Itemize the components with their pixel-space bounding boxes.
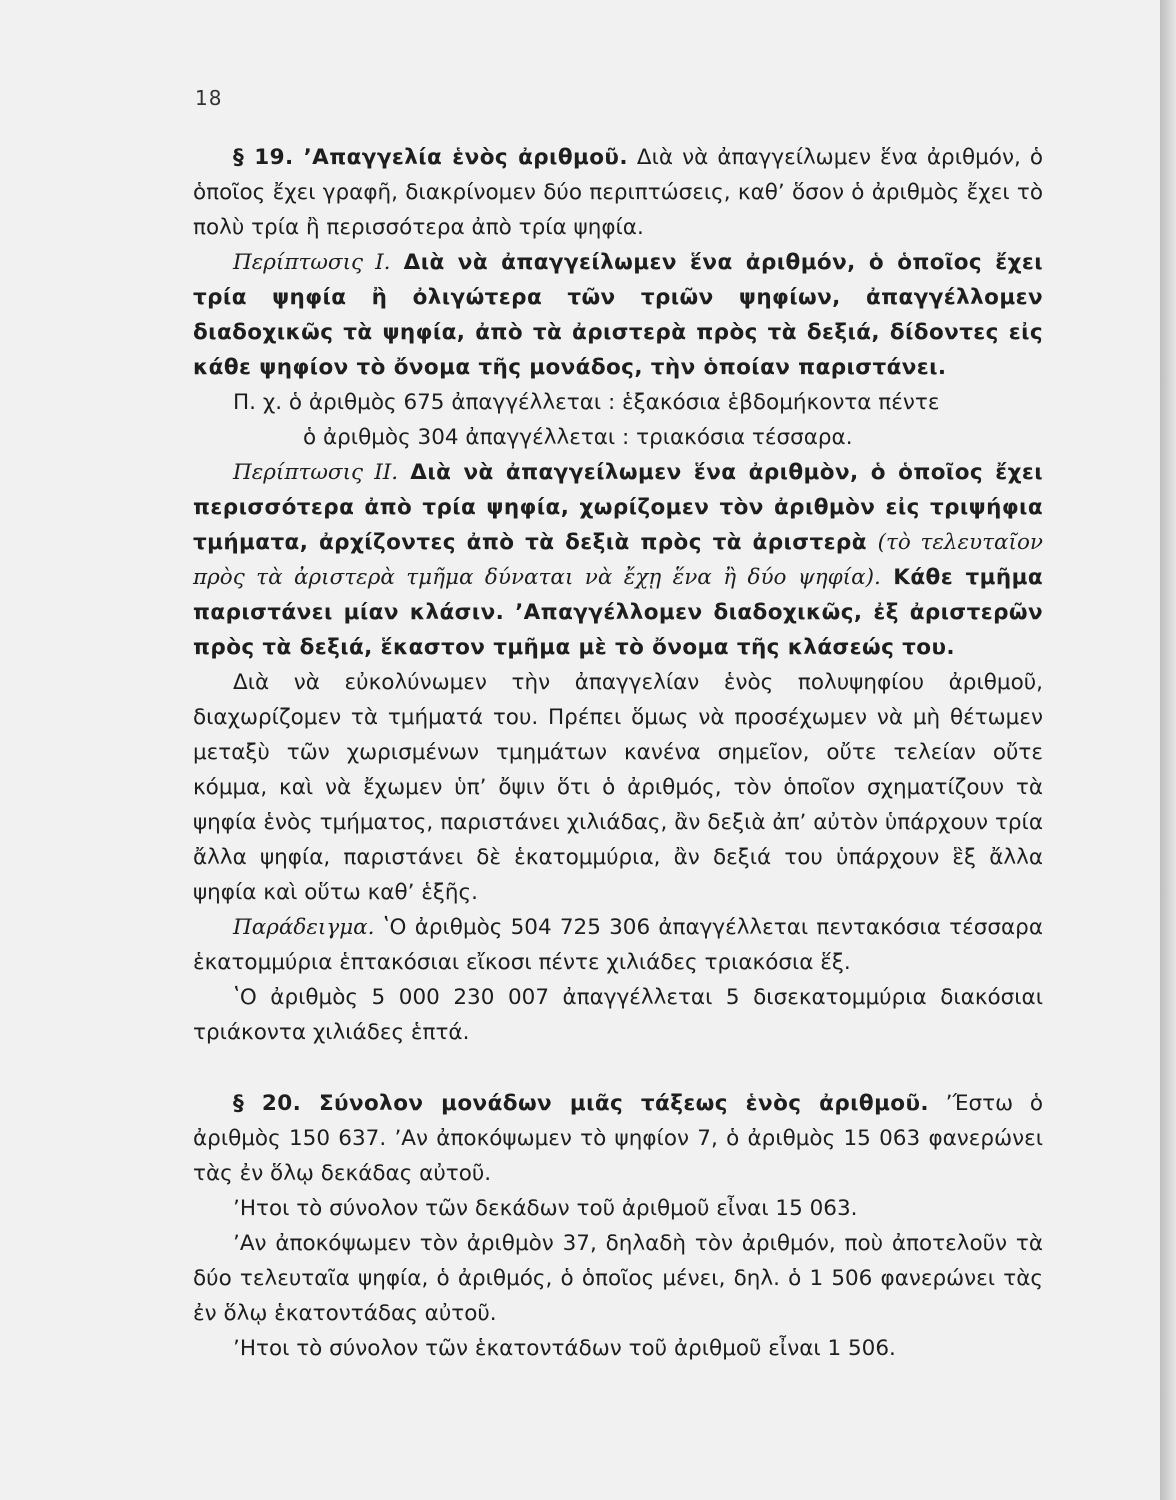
sec20-intro: § 20. Σύνολον μονάδων μιᾶς τάξεως ἑνὸς ἀριθμοῦ. ʼΈστω ὁ ἀριθμὸς 150 637. ʼΑν ἀποκόψωμεν τὸ ψηφίον 7, ὁ ἀριθμὸς 15 063 φανερώνει τὰς ἐν ὅλῳ δεκάδας αὐτοῦ. <box>193 1091 1043 1186</box>
example-label: Παράδειγμα. <box>233 915 375 940</box>
case1-rule: Διὰ νὰ ἀπαγγείλωμεν ἕνα ἀριθμόν, ὁ ὁποῖος ἔχει τρία ψηφία ἢ ὀλιγώτερα τῶν τριῶν ψηφίων, ἀπαγγέλλομεν διαδοχικῶς τὰ ψηφία, ἀπὸ τὰ ἀριστερὰ πρὸς τὰ δεξιά, δίδοντες εἰς κάθε ψηφίον τὸ ὄνομα τῆς μονάδος, τὴν ὁποίαν παριστάνει. <box>193 250 1043 380</box>
case2-rule-1: Διὰ νὰ ἀπαγγείλωμεν ἕνα ἀριθμὸν, ὁ ὁποῖος ἔχει περισσότερα ἀπὸ τρία ψηφία, χωρίζομεν τὸν ἀριθμὸν εἰς τριψήφια τμήματα, ἀρχίζοντες ἀπὸ τὰ δεξιὰ πρὸς τὰ ἀριστερὰ <box>193 460 1044 555</box>
example-paragraph-2: ʽΟ ἀριθμὸς 5 000 230 007 ἀπαγγέλλεται 5 δισεκατομμύρια διακόσιαι τριάκοντα χιλιάδες ἑπτά. <box>193 985 1043 1045</box>
example-paragraph: Παράδειγμα. ʽΟ ἀριθμὸς 504 725 306 ἀπαγγέλλεται πεντακόσια τέσσαρα ἑκατομμύρια ἑπτακόσιαι εἴκοσι πέντε χιλιάδες τριακόσια ἕξ. <box>193 915 1043 975</box>
case2 <box>193 455 1043 665</box>
case2-note: (τὸ τελευταῖον πρὸς τὰ ἀριστερὰ τμῆμα δύναται νὰ ἔχῃ ἕνα ἢ δύο ψηφία). <box>193 530 1043 590</box>
sec19-intro: § 19. ʼΑπαγγελία ἑνὸς ἀριθμοῦ. Διὰ νὰ ἀπαγγείλωμεν ἕνα ἀριθμόν, ὁ ὁποῖος ἔχει γραφῆ, διακρίνομεν δύο περιπτώσεις, καθʼ ὅσον ὁ ἀριθμὸς ἔχει τὸ πολὺ τρία ἢ περισσότερα ἀπὸ τρία ψηφία. <box>193 145 1043 240</box>
sec20-p3: ʼΑν ἀποκόψωμεν τὸν ἀριθμὸν 37, δηλαδὴ τὸν ἀριθμόν, ποὺ ἀποτελοῦν τὰ δύο τελευταῖα ψηφία, ὁ ἀριθμός, ὁ ὁποῖος μένει, δηλ. ὁ 1 506 φανερώνει τὰς ἐν ὅλῳ ἑκατοντάδας αὐτοῦ. <box>193 1231 1043 1326</box>
case2-label: Περίπτωσις ΙΙ. <box>233 460 399 485</box>
case2-rule-2: Κάθε τμῆμα παριστάνει μίαν κλάσιν. ʼΑπαγγέλλομεν διαδοχικῶς, ἐξ ἀριστερῶν πρὸς τὰ δεξιά, ἕκαστον τμῆμα μὲ τὸ ὄνομα τῆς κλάσεώς του. <box>193 565 1043 660</box>
page-number: 18 <box>195 86 223 110</box>
page-edge-shadow <box>1160 0 1176 1500</box>
sec19-heading: § 19. ʼΑπαγγελία ἑνὸς ἀριθμοῦ. <box>233 145 628 170</box>
example1-b: ὁ ἀριθμὸς 304 ἀπαγγέλλεται : τριακόσια τέσσαρα. <box>303 425 853 450</box>
section-gap <box>193 1050 1043 1086</box>
example1-a: Π. χ. ὁ ἀριθμὸς 675 ἀπαγγέλλεται : ἑξακόσια ἑβδομήκοντα πέντε <box>233 390 940 415</box>
page-body <box>193 140 1043 1366</box>
ease-paragraph: Διὰ νὰ εὐκολύνωμεν τὴν ἀπαγγελίαν ἑνὸς πολυψηφίου ἀριθμοῦ, διαχωρίζομεν τὰ τμήματά του. Πρέπει ὅμως νὰ προσέχωμεν νὰ μὴ θέτωμεν μεταξὺ τῶν χωρισμένων τμημάτων κανένα σημεῖον, οὔτε τελείαν οὔτε κόμμα, καὶ νὰ ἔχωμεν ὑπʼ ὄψιν ὅτι ὁ ἀριθμός, τὸν ὁποῖον σχηματίζουν τὰ ψηφία ἑνὸς τμήματος, παριστάνει χιλιάδας, ἂν δεξιὰ ἀπʼ αὐτὸν ὑπάρχουν τρία ἄλλα ψηφία, παριστάνει δὲ ἑκατομμύρια, ἂν δεξιά του ὑπάρχουν ἓξ ἄλλα ψηφία καὶ οὕτω καθʼ ἑξῆς. <box>193 670 1043 905</box>
sec20-p2: ʼΗτοι τὸ σύνολον τῶν δεκάδων τοῦ ἀριθμοῦ εἶναι 15 063. <box>233 1196 858 1221</box>
case1-label: Περίπτωσις Ι. <box>233 250 391 275</box>
case1 <box>193 245 1043 385</box>
sec20-heading: § 20. Σύνολον μονάδων μιᾶς τάξεως ἑνὸς ἀριθμοῦ. <box>233 1091 929 1116</box>
sec20-p4: ʼΗτοι τὸ σύνολον τῶν ἑκατοντάδων τοῦ ἀριθμοῦ εἶναι 1 506. <box>233 1336 896 1361</box>
